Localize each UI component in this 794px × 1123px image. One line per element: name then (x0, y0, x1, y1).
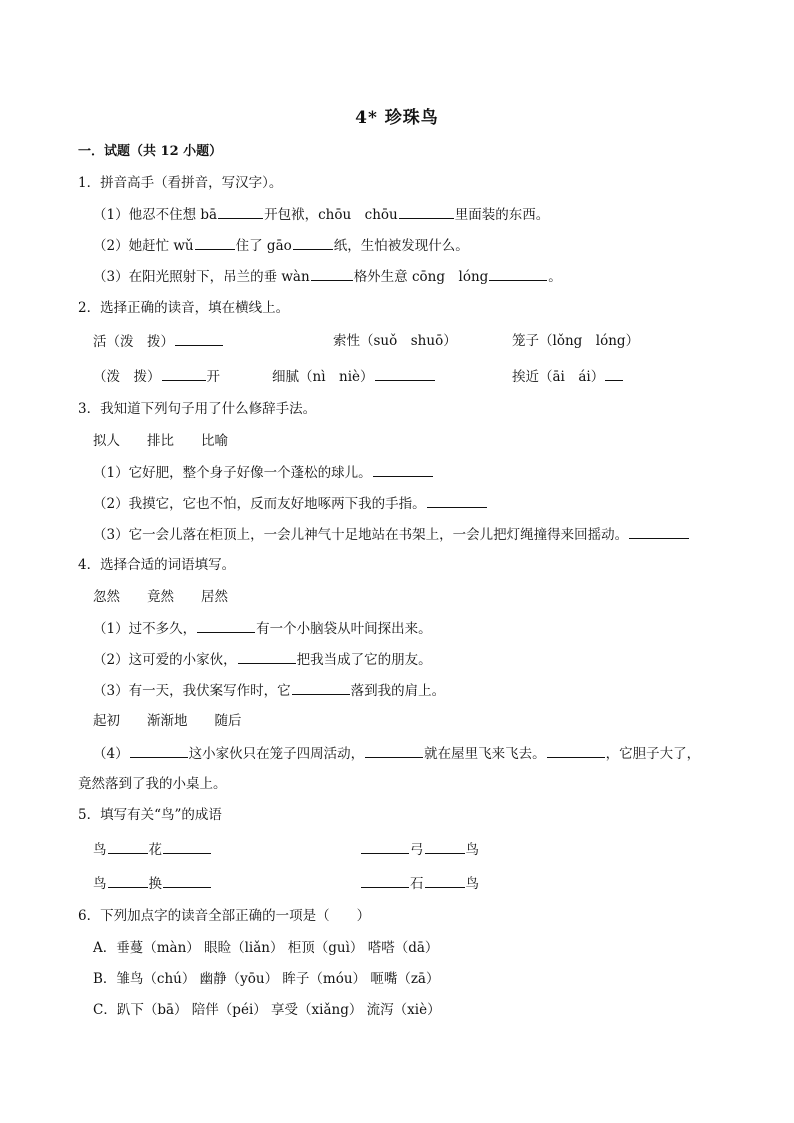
q4-sentence-1 (93, 618, 432, 639)
q6-option-b[interactable]: B．雏鸟（chú） 幽静（yōu） 眸子（móu） 咂嘴（zā） (93, 971, 440, 987)
q2-a-text: 活（泼 拨） (93, 334, 174, 350)
q5-char: 花 (148, 842, 162, 858)
q4-sentence-4-cont: 竟然落到了我的小桌上。 (78, 776, 227, 792)
q2-d-text-a: （泼 拨） (93, 369, 161, 385)
q5-char: 石 (410, 876, 424, 892)
q3-s3-text: （3）它一会儿落在柜顶上，一会儿神气十足地站在书架上，一会儿把灯绳撞得来回摇动。 (93, 527, 629, 543)
q4-s2-text-b: 把我当成了它的朋友。 (296, 652, 432, 668)
q4-s2-text-a: （2）这可爱的小家伙， (93, 652, 237, 668)
blank[interactable] (108, 873, 148, 888)
q4-s1-text-b: 有一个小脑袋从叶间探出来。 (256, 621, 432, 637)
blank[interactable] (361, 873, 409, 888)
q5-idiom-1 (93, 839, 212, 860)
q1-l1-text-b: 开包袱，chōu chōu (264, 207, 398, 223)
q1-l2-text-c: 纸，生怕被发现什么。 (333, 238, 469, 254)
q5-char: 鸟 (465, 842, 479, 858)
q4-options-1: 忽然 竟然 居然 (93, 589, 228, 605)
blank[interactable] (197, 618, 255, 633)
q1-l3-text-b: 格外生意 cōng lóng (353, 269, 489, 285)
q4-stem: 4．选择合适的词语填写。 (78, 557, 236, 573)
blank[interactable] (425, 873, 465, 888)
blank[interactable] (162, 366, 206, 381)
q4-sentence-2 (93, 649, 432, 670)
blank[interactable] (427, 493, 487, 508)
q4-sentence-3 (93, 680, 445, 701)
q5-idiom-3 (93, 873, 212, 894)
blank[interactable] (365, 743, 423, 758)
q4-s3-text-b: 落到我的肩上。 (350, 683, 446, 699)
blank[interactable] (130, 743, 188, 758)
q2-item-c: 笼子（lǒng lóng） (512, 333, 640, 349)
q1-l2-text-b: 住了 gāo (235, 238, 292, 254)
blank[interactable] (311, 266, 353, 281)
q4-s1-text-a: （1）过不多久， (93, 621, 197, 637)
q5-char: 鸟 (465, 876, 479, 892)
blank[interactable] (292, 680, 350, 695)
q5-stem: 5．填写有关“鸟”的成语 (78, 807, 222, 823)
blank[interactable] (375, 366, 435, 381)
blank[interactable] (373, 462, 433, 477)
blank[interactable] (547, 743, 605, 758)
q5-idiom-4 (360, 873, 479, 894)
q1-l2-text-a: （2）她赶忙 wǔ (93, 238, 194, 254)
q1-l3-text-c: 。 (548, 269, 562, 285)
blank[interactable] (489, 266, 547, 281)
q3-options: 拟人 排比 比喻 (93, 433, 228, 449)
q2-d-text-b: 开 (206, 369, 220, 385)
blank[interactable] (399, 204, 454, 219)
q3-sentence-1 (93, 462, 434, 483)
blank[interactable] (195, 235, 235, 250)
q2-item-a (93, 331, 224, 352)
q4-s4-text-b: 这小家伙只在笼子四周活动， (188, 746, 365, 762)
q5-char: 鸟 (93, 876, 107, 892)
q1-stem: 1．拼音高手（看拼音，写汉字）。 (78, 175, 283, 191)
blank[interactable] (293, 235, 333, 250)
q1-line3 (93, 266, 562, 287)
q3-s1-text: （1）它好肥，整个身子好像一个蓬松的球儿。 (93, 465, 372, 481)
q1-l1-text-a: （1）他忍不住想 bā (93, 207, 218, 223)
blank[interactable] (238, 649, 296, 664)
q2-item-d (93, 366, 220, 387)
q2-e-text: 细腻（nì niè） (272, 369, 374, 385)
q1-line1 (93, 204, 549, 225)
blank[interactable] (629, 524, 689, 539)
q2-stem: 2．选择正确的读音，填在横线上。 (78, 300, 290, 316)
q1-line2 (93, 235, 469, 256)
q5-char: 鸟 (93, 842, 107, 858)
q5-char: 弓 (410, 842, 424, 858)
q4-s3-text-a: （3）有一天，我伏案写作时，它 (93, 683, 291, 699)
q3-stem: 3．我知道下列句子用了什么修辞手法。 (78, 401, 317, 417)
q5-char: 换 (148, 876, 162, 892)
blank[interactable] (605, 366, 623, 381)
blank[interactable] (361, 839, 409, 854)
q2-item-b: 索性（suǒ shuō） (333, 333, 457, 349)
blank[interactable] (218, 204, 263, 219)
q1-l1-text-c: 里面装的东西。 (454, 207, 550, 223)
q2-item-f (512, 366, 624, 387)
q4-sentence-4 (93, 743, 700, 764)
blank[interactable] (163, 873, 211, 888)
blank[interactable] (163, 839, 211, 854)
q4-s4-text-d: ，它胆子大了， (605, 746, 701, 762)
q2-f-text: 挨近（āi ái） (512, 369, 605, 385)
blank[interactable] (425, 839, 465, 854)
page-title: 4* 珍珠鸟 (355, 108, 439, 128)
q3-s2-text: （2）我摸它，它也不怕，反而友好地啄两下我的手指。 (93, 496, 426, 512)
q6-option-a[interactable]: A．垂蔓（màn） 眼睑（liǎn） 柜顶（guì） 嗒嗒（dā） (93, 940, 439, 956)
q6-option-c[interactable]: C．趴下（bā） 陪伴（péi） 享受（xiǎng） 流泻（xiè） (93, 1002, 441, 1018)
q2-item-e (272, 366, 436, 387)
q4-s4-text-c: 就在屋里飞来飞去。 (424, 746, 546, 762)
section-heading: 一．试题（共 12 小题） (78, 144, 223, 159)
q3-sentence-3 (93, 524, 690, 545)
q1-l3-text-a: （3）在阳光照射下，吊兰的垂 wàn (93, 269, 310, 285)
q4-options-2: 起初 渐渐地 随后 (93, 713, 242, 729)
q3-sentence-2 (93, 493, 488, 514)
q4-s4-text-a: （4） (93, 746, 129, 762)
blank[interactable] (175, 331, 223, 346)
q6-stem: 6．下列加点字的读音全部正确的一项是（ ） (78, 908, 371, 924)
blank[interactable] (108, 839, 148, 854)
q5-idiom-2 (360, 839, 479, 860)
